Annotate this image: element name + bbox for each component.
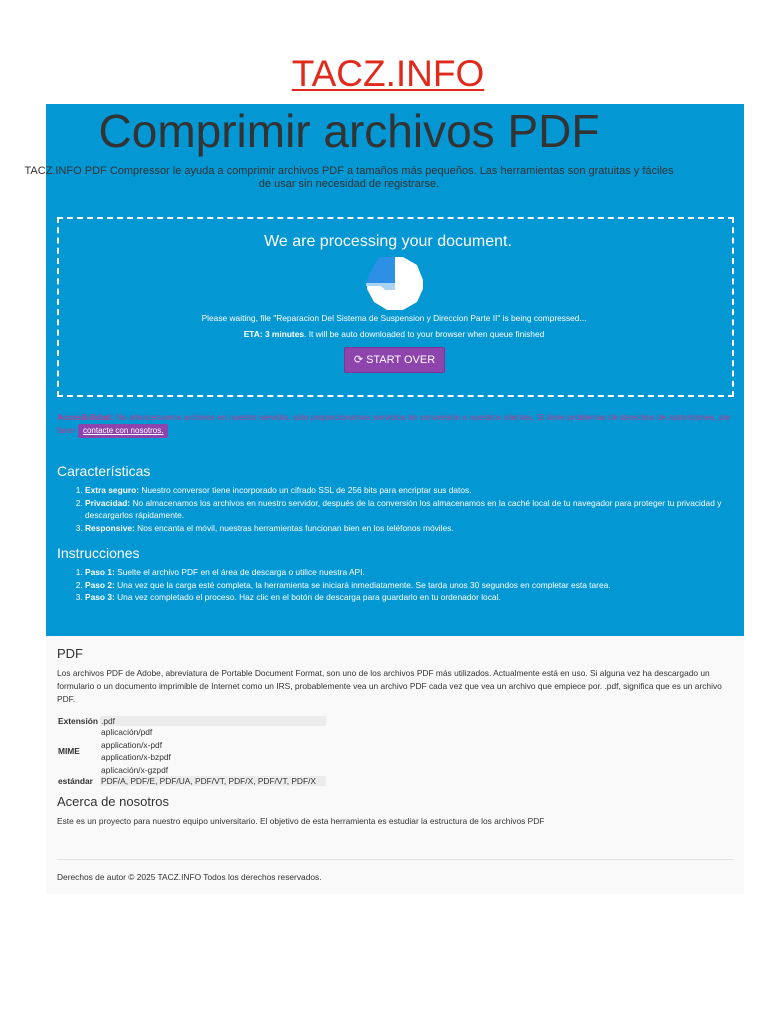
site-title-link[interactable]: TACZ.INFO xyxy=(291,53,485,94)
pdf-description: Los archivos PDF de Adobe, abreviatura de Portable Document Format, son uno de los archivos PDF más utilizados. Actualmente está en uso. Si alguna vez ha descargado un formulario o un documento imprimible de Internet como un IRS, probablemente vea un archivo PDF cada vez que vea un archivo que empiece por. .pdf, significa que es un archivo PDF. xyxy=(57,668,722,704)
mime-value: aplicación/pdf xyxy=(101,727,153,737)
processing-status: Please waiting, file "Reparacion Del Sistema de Suspension y Direccion Parte II" is being compressed... xyxy=(201,313,587,323)
feature-item xyxy=(85,484,735,497)
instruction-label: Paso 3: xyxy=(85,592,115,602)
accessibility-note xyxy=(57,411,737,438)
eta-note: . It will be auto downloaded to your browser when queue finished xyxy=(304,329,545,339)
hero-description: TACZ.INFO PDF Compressor le ayuda a comprimir archivos PDF a tamaños más pequeños. Las herramientas son gratuitas y fáciles de usar sin necesidad de registrarse. xyxy=(24,165,674,190)
standard-label: estándar xyxy=(58,776,93,786)
feature-label: Privacidad: xyxy=(85,497,131,508)
instructions-heading: Instrucciones xyxy=(57,545,140,561)
feature-label: Extra seguro: xyxy=(85,485,139,495)
loading-spinner-icon xyxy=(366,256,424,311)
page-title: Comprimir archivos PDF xyxy=(98,105,600,157)
table-row xyxy=(57,776,326,786)
table-row xyxy=(57,726,326,776)
feature-label: Responsive: xyxy=(85,522,135,533)
accessibility-label: Accesibilidad: xyxy=(57,412,114,422)
feature-text: Nos encanta el móvil, nuestras herramientas funcionan bien en los teléfonos móviles. xyxy=(134,522,454,533)
start-over-label: START OVER xyxy=(366,354,436,366)
mime-values xyxy=(100,726,326,776)
eta-value: ETA: 3 minutes xyxy=(243,329,305,339)
mime-value: aplicación/x-gzpdf xyxy=(101,764,169,775)
about-heading: Acerca de nosotros xyxy=(57,794,170,809)
instruction-item xyxy=(85,579,735,592)
instruction-label: Paso 2: xyxy=(85,579,115,590)
processing-eta xyxy=(0,328,768,340)
about-text: Este es un proyecto para nuestro equipo universitario. El objetivo de esta herramienta es estudiar la estructura de los archivos PDF xyxy=(57,816,545,826)
contact-us-link[interactable]: contacte con nosotros. xyxy=(78,424,169,438)
footer-divider xyxy=(57,859,733,860)
instruction-label: Paso 1: xyxy=(85,567,115,577)
instruction-item xyxy=(85,591,735,604)
features-heading: Características xyxy=(57,463,151,479)
instruction-text: Una vez completado el proceso. Haz clic en el botón de descarga para guardarlo en tu ordenador local. xyxy=(114,592,501,602)
pdf-spec-table xyxy=(57,716,326,786)
mime-label: MIME xyxy=(58,746,80,756)
feature-item xyxy=(85,497,735,522)
pdf-heading: PDF xyxy=(57,646,83,661)
features-list xyxy=(57,484,735,534)
start-over-button[interactable] xyxy=(344,347,445,373)
mime-value: application/x-pdf xyxy=(101,739,163,750)
table-row xyxy=(57,716,326,726)
feature-item xyxy=(85,522,735,535)
mime-value: application/x-bzpdf xyxy=(101,752,171,762)
instructions-list xyxy=(57,566,735,604)
instruction-text: Una vez que la carga esté completa, la herramienta se iniciará inmediatamente. Se tarda unos 30 segundos en completar esta tarea. xyxy=(114,579,611,590)
extension-label: Extensión xyxy=(58,716,99,726)
instruction-text: Suelte el archivo PDF en el área de descarga o utilice nuestra API. xyxy=(114,567,365,577)
standard-value: PDF/A, PDF/E, PDF/UA, PDF/VT, PDF/X, PDF/VT, PDF/X xyxy=(100,776,326,786)
instruction-item xyxy=(85,566,735,579)
processing-heading: We are processing your document. xyxy=(264,233,512,250)
refresh-icon: ⟳ xyxy=(353,354,364,366)
copyright-text: Derechos de autor © 2025 TACZ.INFO Todos los derechos reservados. xyxy=(57,872,322,882)
feature-text: Nuestro conversor tiene incorporado un cifrado SSL de 256 bits para encriptar sus datos. xyxy=(139,485,472,495)
extension-value: .pdf xyxy=(100,716,326,726)
feature-text: No almacenamos los archivos en nuestro servidor, después de la conversión los almacenamos en la caché local de tu navegador para proteger tu privacidad y descargarlos rápidamente. xyxy=(85,497,722,520)
accessibility-text: No almacenamos archivos en nuestro servidor, sólo proporcionamos servicios de conversión a nuestros clientes. Si tiene problemas de derechos de autor/clones, por favor xyxy=(57,412,732,435)
